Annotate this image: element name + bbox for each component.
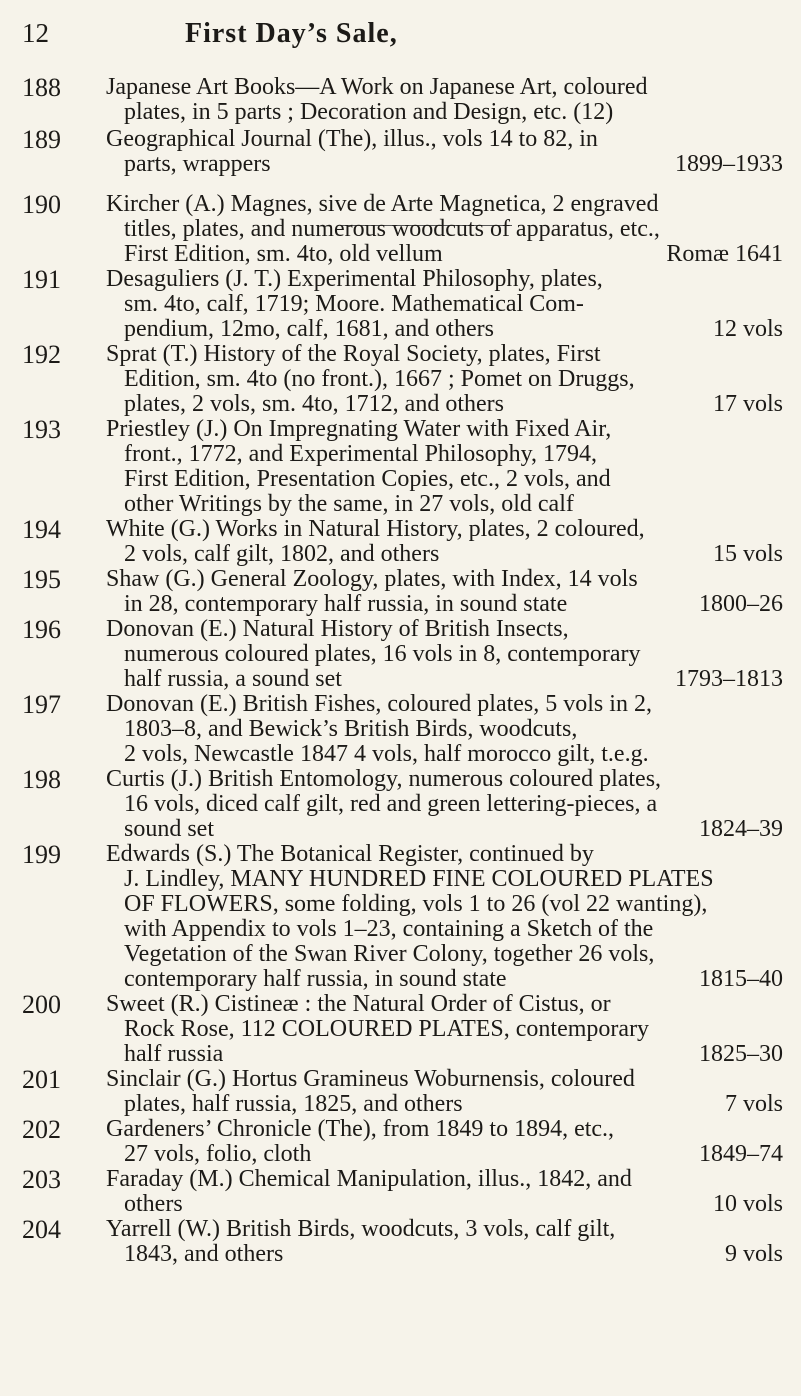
lot-number: 203 <box>22 1165 61 1194</box>
description-line <box>106 817 783 842</box>
lot-entry <box>22 617 783 692</box>
line-text: others <box>124 1192 183 1217</box>
lot-description <box>106 1067 783 1117</box>
description-line: 16 vols, diced calf gilt, red and green lettering-pieces, a <box>124 792 658 817</box>
lot-description <box>106 342 783 417</box>
lot-entry <box>22 267 783 342</box>
line-text: in 28, contemporary half russia, in sound state <box>124 592 568 617</box>
lot-entry <box>22 127 783 177</box>
line-date-or-count: 15 vols <box>712 542 783 567</box>
line-text: plates, 2 vols, sm. 4to, 1712, and others <box>124 392 504 417</box>
lot-description <box>106 692 783 767</box>
description-line: Donovan (E.) Natural History of British Insects, <box>106 617 569 642</box>
description-line: Rock Rose, 112 COLOURED PLATES, contemporary <box>124 1017 650 1042</box>
lot-entry <box>22 1167 783 1217</box>
lot-number: 194 <box>22 515 61 544</box>
lot-number: 190 <box>22 190 61 219</box>
line-date-or-count: 10 vols <box>712 1192 783 1217</box>
description-line <box>106 1042 783 1067</box>
description-line: Sweet (R.) Cistineæ : the Natural Order of Cistus, or <box>106 992 611 1017</box>
description-line: Sprat (T.) History of the Royal Society, plates, First <box>106 342 601 367</box>
lot-number: 198 <box>22 765 61 794</box>
description-line <box>106 967 783 992</box>
lot-description <box>106 842 783 992</box>
lot-entry <box>22 417 783 517</box>
lot-number: 193 <box>22 415 61 444</box>
description-line: 1803–8, and Bewick’s British Birds, woodcuts, <box>124 717 578 742</box>
description-line: Edwards (S.) The Botanical Register, continued by <box>106 842 594 867</box>
description-line: Vegetation of the Swan River Colony, together 26 vols, <box>124 942 655 967</box>
description-line: Japanese Art Books—A Work on Japanese Art, coloured <box>106 75 648 100</box>
line-text: half russia, a sound set <box>124 667 342 692</box>
lot-number: 197 <box>22 690 61 719</box>
lot-description <box>106 1217 783 1267</box>
line-date-or-count: 17 vols <box>712 392 783 417</box>
description-line <box>106 667 783 692</box>
lot-description <box>106 192 783 267</box>
lot-number: 195 <box>22 565 61 594</box>
description-line <box>106 542 783 567</box>
description-line <box>106 1092 783 1117</box>
lot-entry <box>22 1067 783 1117</box>
description-line: Edition, sm. 4to (no front.), 1667 ; Pomet on Druggs, <box>124 367 635 392</box>
lot-entry <box>22 992 783 1067</box>
description-line <box>106 1192 783 1217</box>
description-line: numerous coloured plates, 16 vols in 8, contemporary <box>124 642 641 667</box>
description-line: J. Lindley, MANY HUNDRED FINE COLOURED PLATES <box>124 867 714 892</box>
line-text: parts, wrappers <box>124 152 271 177</box>
lot-entry <box>22 567 783 617</box>
page-header <box>0 18 801 58</box>
description-line: Sinclair (G.) Hortus Gramineus Woburnensis, coloured <box>106 1067 635 1092</box>
description-line: OF FLOWERS, some folding, vols 1 to 26 (vol 22 wanting), <box>124 892 708 917</box>
lot-description <box>106 75 783 125</box>
description-line: First Edition, Presentation Copies, etc., 2 vols, and <box>124 467 611 492</box>
page-number: 12 <box>22 18 49 48</box>
description-line: White (G.) Works in Natural History, plates, 2 coloured, <box>106 517 645 542</box>
line-date-or-count: 1825–30 <box>699 1042 783 1067</box>
line-text: plates, half russia, 1825, and others <box>124 1092 463 1117</box>
description-line: Yarrell (W.) British Birds, woodcuts, 3 vols, calf gilt, <box>106 1217 616 1242</box>
lot-number: 204 <box>22 1215 61 1244</box>
line-text: half russia <box>124 1042 224 1067</box>
lot-description <box>106 767 783 842</box>
line-date-or-count: 9 vols <box>724 1242 783 1267</box>
lot-entry <box>22 75 783 125</box>
lot-description <box>106 127 783 177</box>
description-line: with Appendix to vols 1–23, containing a Sketch of the <box>124 917 654 942</box>
lot-description <box>106 417 783 517</box>
line-date-or-count: 12 vols <box>712 317 783 342</box>
lot-description <box>106 992 783 1067</box>
lot-number: 188 <box>22 73 61 102</box>
description-line: plates, in 5 parts ; Decoration and Design, etc. (12) <box>124 100 614 125</box>
lot-entry <box>22 692 783 767</box>
line-text: 27 vols, folio, cloth <box>124 1142 312 1167</box>
lot-entry <box>22 1117 783 1167</box>
description-line <box>106 592 783 617</box>
lot-entry <box>22 842 783 992</box>
description-line: titles, plates, and numerous woodcuts of apparatus, etc., <box>124 217 660 242</box>
line-date-or-count: 1899–1933 <box>675 152 783 177</box>
lot-description <box>106 617 783 692</box>
lot-description <box>106 517 783 567</box>
description-line <box>106 152 783 177</box>
description-line: Priestley (J.) On Impregnating Water with Fixed Air, <box>106 417 612 442</box>
line-date-or-count: 1815–40 <box>699 967 783 992</box>
line-date-or-count: 1824–39 <box>699 817 783 842</box>
lot-description <box>106 567 783 617</box>
line-date-or-count: 1793–1813 <box>675 667 783 692</box>
lot-description <box>106 1167 783 1217</box>
description-line <box>106 242 783 267</box>
description-line: Geographical Journal (The), illus., vols 14 to 82, in <box>106 127 598 152</box>
line-date-or-count: 7 vols <box>724 1092 783 1117</box>
description-line: sm. 4to, calf, 1719; Moore. Mathematical Com- <box>124 292 584 317</box>
lot-entry <box>22 192 783 267</box>
line-text: pendium, 12mo, calf, 1681, and others <box>124 317 494 342</box>
description-line: Desaguliers (J. T.) Experimental Philosophy, plates, <box>106 267 603 292</box>
lot-description <box>106 267 783 342</box>
line-text: contemporary half russia, in sound state <box>124 967 507 992</box>
line-date-or-count: Romæ 1641 <box>666 242 783 267</box>
lot-number: 189 <box>22 125 61 154</box>
line-text: 1843, and others <box>124 1242 284 1267</box>
description-line: Donovan (E.) British Fishes, coloured plates, 5 vols in 2, <box>106 692 652 717</box>
description-line: Curtis (J.) British Entomology, numerous coloured plates, <box>106 767 662 792</box>
description-line <box>106 317 783 342</box>
line-text: 2 vols, calf gilt, 1802, and others <box>124 542 440 567</box>
lot-number: 196 <box>22 615 61 644</box>
description-line: Faraday (M.) Chemical Manipulation, illus., 1842, and <box>106 1167 632 1192</box>
lot-number: 191 <box>22 265 61 294</box>
description-line <box>106 1242 783 1267</box>
lot-number: 202 <box>22 1115 61 1144</box>
lot-entry <box>22 1217 783 1267</box>
lot-number: 200 <box>22 990 61 1019</box>
lot-entry <box>22 517 783 567</box>
lot-number: 199 <box>22 840 61 869</box>
line-date-or-count: 1800–26 <box>699 592 783 617</box>
lot-number: 201 <box>22 1065 61 1094</box>
lot-entry <box>22 342 783 417</box>
description-line: Kircher (A.) Magnes, sive de Arte Magnetica, 2 engraved <box>106 192 659 217</box>
line-text: sound set <box>124 817 214 842</box>
description-line: Gardeners’ Chronicle (The), from 1849 to 1894, etc., <box>106 1117 615 1142</box>
lot-description <box>106 1117 783 1167</box>
line-date-or-count: 1849–74 <box>699 1142 783 1167</box>
lot-entry <box>22 767 783 842</box>
description-line: 2 vols, Newcastle 1847 4 vols, half morocco gilt, t.e.g. <box>124 742 649 767</box>
description-line <box>106 1142 783 1167</box>
line-text: First Edition, sm. 4to, old vellum <box>124 242 443 267</box>
description-line: other Writings by the same, in 27 vols, old calf <box>124 492 574 517</box>
lot-number: 192 <box>22 340 61 369</box>
description-line: Shaw (G.) General Zoology, plates, with Index, 14 vols <box>106 567 638 592</box>
description-line <box>106 392 783 417</box>
description-line: front., 1772, and Experimental Philosophy, 1794, <box>124 442 598 467</box>
running-head: First Day’s Sale, <box>185 18 398 49</box>
